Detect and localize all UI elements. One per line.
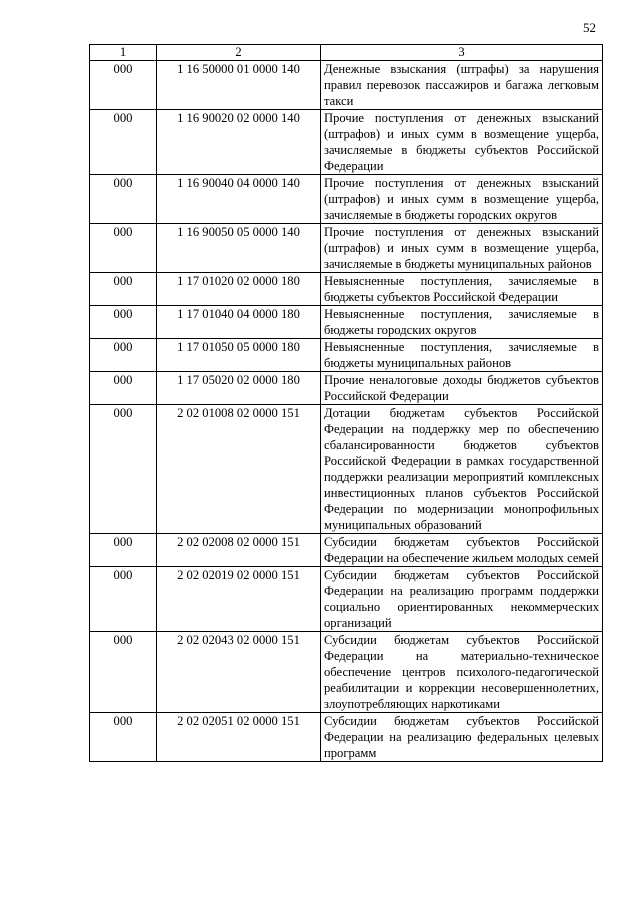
- admin-code-cell: 000: [90, 632, 157, 713]
- revenue-code-cell: 1 16 90020 02 0000 140: [157, 110, 321, 175]
- budget-classification-table: [89, 44, 603, 762]
- table-row: [90, 110, 603, 175]
- page-number: 52: [583, 20, 596, 35]
- table-row: [90, 534, 603, 567]
- revenue-name-cell: Прочие поступления от денежных взысканий (штрафов) и иных сумм в возмещение ущерба, зачисляемые в бюджеты городских округов: [321, 175, 603, 224]
- table-row: [90, 273, 603, 306]
- admin-code-cell: 000: [90, 61, 157, 110]
- admin-code-cell: 000: [90, 306, 157, 339]
- revenue-code-cell: 1 17 05020 02 0000 180: [157, 372, 321, 405]
- table-row: [90, 61, 603, 110]
- revenue-name-cell: Прочие поступления от денежных взысканий (штрафов) и иных сумм в возмещение ущерба, зачисляемые в бюджеты субъектов Российской Федерации: [321, 110, 603, 175]
- revenue-code-cell: 2 02 01008 02 0000 151: [157, 405, 321, 534]
- revenue-name-cell: Дотации бюджетам субъектов Российской Федерации на поддержку мер по обеспечению сбалансированности бюджетов субъектов Российской Федерации в рамках государственной поддержки реализации мероприятий комплексных инвестиционных планов субъектов Российской Федерации по модернизации монопрофильных муниципальных образований: [321, 405, 603, 534]
- revenue-name-cell: Прочие поступления от денежных взысканий (штрафов) и иных сумм в возмещение ущерба, зачисляемые в бюджеты муниципальных районов: [321, 224, 603, 273]
- revenue-code-cell: 2 02 02019 02 0000 151: [157, 567, 321, 632]
- table-row: [90, 339, 603, 372]
- revenue-code-cell: 2 02 02043 02 0000 151: [157, 632, 321, 713]
- revenue-code-cell: 1 17 01040 04 0000 180: [157, 306, 321, 339]
- revenue-name-cell: Невыясненные поступления, зачисляемые в бюджеты городских округов: [321, 306, 603, 339]
- revenue-code-cell: 1 16 90040 04 0000 140: [157, 175, 321, 224]
- revenue-name-cell: Прочие неналоговые доходы бюджетов субъектов Российской Федерации: [321, 372, 603, 405]
- revenue-name-cell: Субсидии бюджетам субъектов Российской Федерации на обеспечение жильем молодых семей: [321, 534, 603, 567]
- table-row: [90, 713, 603, 762]
- revenue-code-cell: 1 16 90050 05 0000 140: [157, 224, 321, 273]
- table-row: [90, 567, 603, 632]
- admin-code-cell: 000: [90, 224, 157, 273]
- table-row: [90, 224, 603, 273]
- admin-code-cell: 000: [90, 713, 157, 762]
- admin-code-cell: 000: [90, 110, 157, 175]
- admin-code-cell: 000: [90, 175, 157, 224]
- revenue-name-cell: Денежные взыскания (штрафы) за нарушения правил перевозок пассажиров и багажа легковым такси: [321, 61, 603, 110]
- revenue-name-cell: Субсидии бюджетам субъектов Российской Федерации на реализацию программ поддержки социально ориентированных некоммерческих организаций: [321, 567, 603, 632]
- column-header-2: 2: [157, 45, 321, 61]
- admin-code-cell: 000: [90, 405, 157, 534]
- admin-code-cell: 000: [90, 534, 157, 567]
- table-header-row: [90, 45, 603, 61]
- table-row: [90, 405, 603, 534]
- table-row: [90, 306, 603, 339]
- revenue-code-cell: 1 17 01050 05 0000 180: [157, 339, 321, 372]
- admin-code-cell: 000: [90, 372, 157, 405]
- admin-code-cell: 000: [90, 339, 157, 372]
- revenue-code-cell: 2 02 02051 02 0000 151: [157, 713, 321, 762]
- admin-code-cell: 000: [90, 273, 157, 306]
- revenue-code-cell: 1 17 01020 02 0000 180: [157, 273, 321, 306]
- column-header-3: 3: [321, 45, 603, 61]
- revenue-code-cell: 1 16 50000 01 0000 140: [157, 61, 321, 110]
- revenue-name-cell: Невыясненные поступления, зачисляемые в бюджеты муниципальных районов: [321, 339, 603, 372]
- table-row: [90, 372, 603, 405]
- revenue-code-cell: 2 02 02008 02 0000 151: [157, 534, 321, 567]
- column-header-1: 1: [90, 45, 157, 61]
- revenue-name-cell: Субсидии бюджетам субъектов Российской Федерации на реализацию федеральных целевых программ: [321, 713, 603, 762]
- admin-code-cell: 000: [90, 567, 157, 632]
- revenue-name-cell: Невыясненные поступления, зачисляемые в бюджеты субъектов Российской Федерации: [321, 273, 603, 306]
- table-row: [90, 632, 603, 713]
- table-row: [90, 175, 603, 224]
- revenue-name-cell: Субсидии бюджетам субъектов Российской Федерации на материально-техническое обеспечение центров психолого-педагогической реабилитации и коррекции несовершеннолетних, злоупотребляющих наркотиками: [321, 632, 603, 713]
